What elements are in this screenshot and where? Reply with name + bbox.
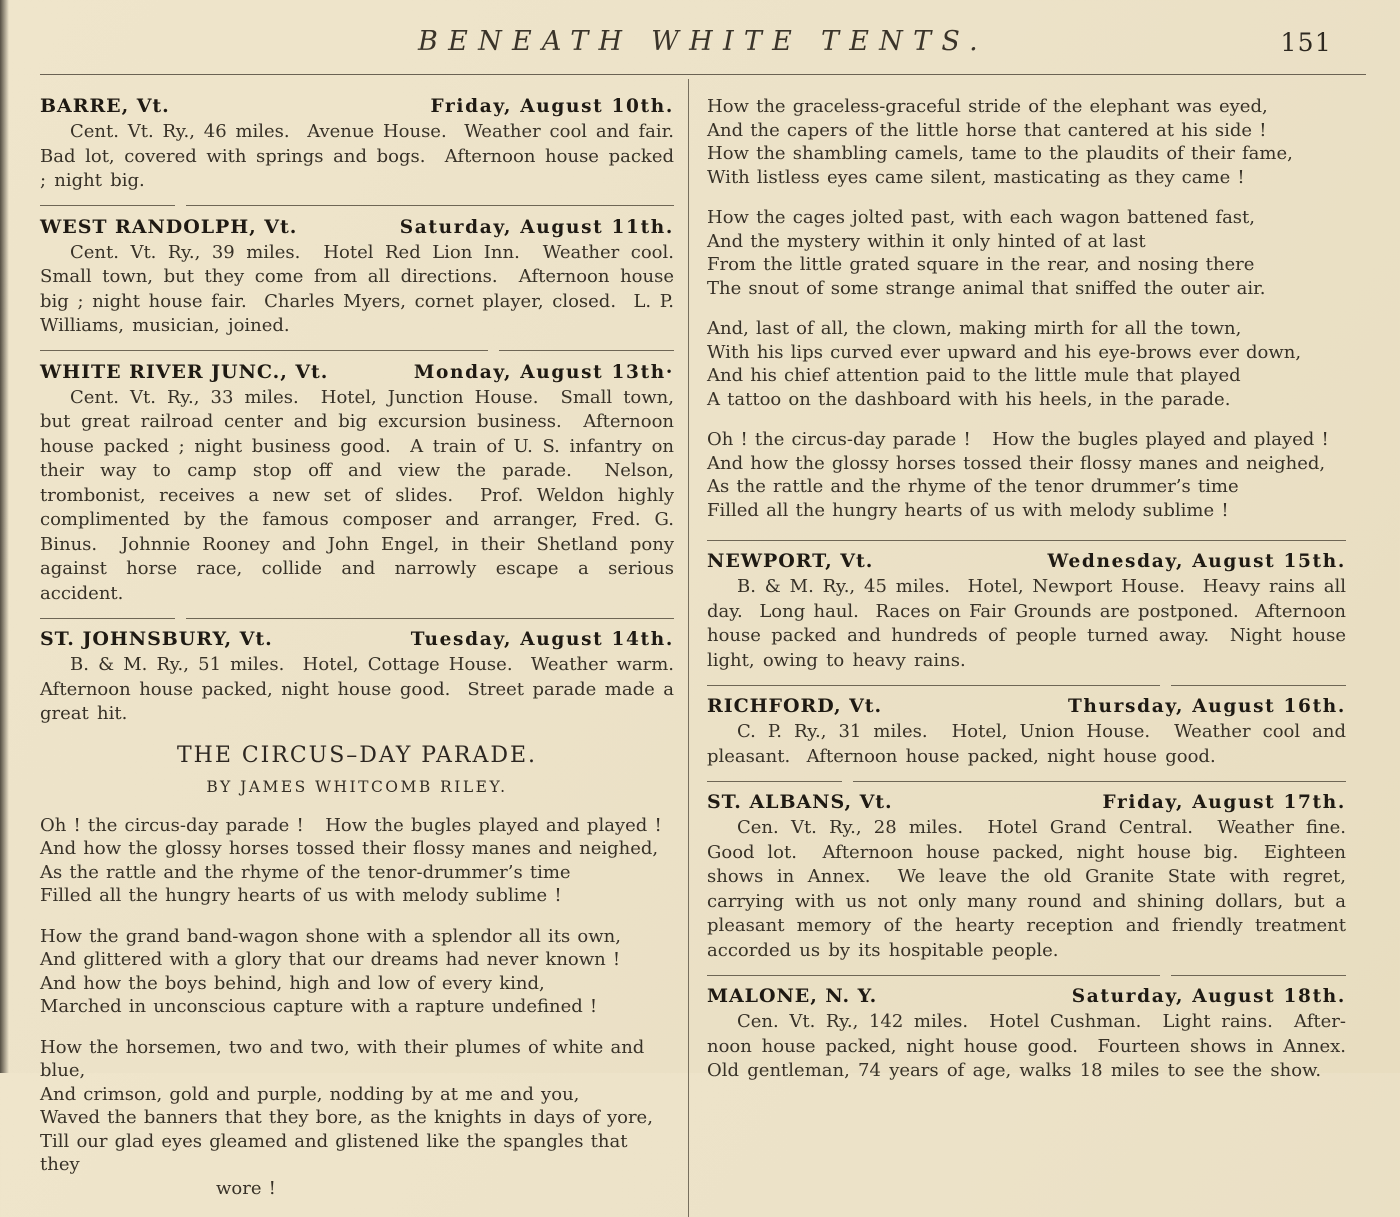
poem-line: Oh ! the circus-day parade ! How the bugles played and played ! xyxy=(707,429,1329,450)
poem-line: And, last of all, the clown, making mirth for all the town, xyxy=(707,318,1242,339)
poem-line: And the capers of the little horse that cantered at his side ! xyxy=(707,119,1267,141)
entry-body: Cent. Vt. Ry., 39 miles. Hotel Red Lion Inn. Weather cool. Small town, but they come from all directions. Afternoon house big ; night house fair. Charles Myers, cornet player, closed. L. P. Williams, musician, joined. xyxy=(40,241,691,336)
poem-stanza xyxy=(40,925,674,1019)
poem-line: And glittered with a glory that our dreams had never known ! xyxy=(40,949,621,970)
poem-line: And how the boys behind, high and low of every kind, xyxy=(40,972,545,994)
show-entry-west-randolph xyxy=(40,215,691,339)
entry-body: Cent. Vt. Ry., 33 miles. Hotel, Junction House. Small town, but great railroad center and big excursion business. Afternoon house packed ; night business good. A train of U. S. infantry on their way to camp stop off and view the parade. Nelson, trombonist, receives a new set of slides. Prof. Weldon highly complimented by the famous composer and arranger, Fred. G. Binus. Johnnie Rooney and John Engel, in their Shetland pony against horse race, collide and narrowly escape a serious accident. xyxy=(40,386,683,604)
entry-head xyxy=(40,95,674,117)
poem-line: With his lips curved ever upward and his eye-brows ever down, xyxy=(707,341,1302,363)
poem-stanza xyxy=(40,814,674,908)
poem-stanza xyxy=(40,1036,674,1201)
poem-line: How the graceless-graceful stride of the elephant was eyed, xyxy=(707,96,1268,117)
entry-city: RICHFORD, Vt. xyxy=(707,695,883,717)
poem-line: How the cages jolted past, with each wagon battened fast, xyxy=(707,207,1255,228)
poem-line: As the rattle and the rhyme of the tenor-drummer’s time xyxy=(40,861,571,883)
entry-head xyxy=(707,791,1346,813)
show-entry-malone xyxy=(707,985,1363,1084)
entry-city: BARRE, Vt. xyxy=(40,95,170,117)
entry-city: WEST RANDOLPH, Vt. xyxy=(40,215,298,238)
entry-body: Cen. Vt. Ry., 28 miles. Hotel Grand Central. Weather fine. Good lot. Afternoon house packed, night house big. Eighteen shows in Annex. We leave the old Granite State with regret, carrying with us not only many round and shining dollars, but a pleasant memory of the hearty reception and friendly treatment accorded us by its hospitable people. xyxy=(707,817,1363,961)
entry-body: Cent. Vt. Ry., 46 miles. Avenue House. Weather cool and fair. Bad lot, covered with springs and bogs. Afternoon house packed ; night big. xyxy=(40,121,691,191)
entry-date: Saturday, August 18th. xyxy=(1071,986,1346,1007)
entry-date: Thursday, August 16th. xyxy=(1067,696,1346,717)
section-divider xyxy=(707,974,1346,976)
poem-line: And the mystery within it only hinted of at last xyxy=(707,230,1146,252)
entry-head xyxy=(40,361,674,383)
right-column xyxy=(688,79,1368,1217)
poem-line: Oh ! the circus-day parade ! How the bugles played and played ! xyxy=(40,814,662,836)
entry-head xyxy=(707,985,1346,1007)
poem-line: And crimson, gold and purple, nodding by at me and you, xyxy=(40,1083,580,1105)
poem-stanza xyxy=(707,428,1346,522)
show-entry-barre xyxy=(40,95,691,194)
poem-line: With listless eyes came silent, masticating as they came ! xyxy=(707,166,1245,188)
section-divider xyxy=(40,350,674,352)
left-column xyxy=(38,79,691,1217)
entry-city: ST. JOHNSBURY, Vt. xyxy=(40,628,273,650)
poem-stanza xyxy=(707,317,1346,411)
poem-line: Filled all the hungry hearts of us with melody sublime ! xyxy=(40,885,562,906)
entry-head xyxy=(707,550,1346,572)
show-entry-richford xyxy=(707,695,1355,769)
poem-byline: BY JAMES WHITCOMB RILEY. xyxy=(206,777,508,796)
poem-line: And how the glossy horses tossed their flossy manes and neighed, xyxy=(707,452,1326,474)
poem-stanza xyxy=(707,206,1346,300)
entry-date: Wednesday, August 15th. xyxy=(1047,551,1346,572)
entry-city: ST. ALBANS, Vt. xyxy=(707,791,893,813)
page-title: BENEATH WHITE TENTS. xyxy=(418,26,988,57)
entry-body: B. & M. Ry., 45 miles. Hotel, Newport House. Heavy rains all day. Long haul. Races on Fair Grounds are postponed. Afternoon house packed and hundreds of people turned away. Night house light, owing to heavy rains. xyxy=(707,576,1355,671)
show-entry-st-johnsbury xyxy=(40,628,691,727)
poem-line: Filled all the hungry hearts of us with melody sublime ! xyxy=(707,499,1229,521)
entry-body: C. P. Ry., 31 miles. Hotel, Union House. Weather cool and pleasant. Afternoon house packed, night house good. xyxy=(707,721,1355,767)
section-divider xyxy=(40,205,674,207)
page-header xyxy=(38,18,1368,70)
poem-title: THE CIRCUS–DAY PARADE. xyxy=(177,742,537,768)
poem-line: And how the glossy horses tossed their flossy manes and neighed, xyxy=(40,838,659,859)
show-entry-white-river-junc xyxy=(40,360,683,607)
poem-line: Marched in unconscious capture with a rapture undefined ! xyxy=(40,996,598,1017)
page-number: 151 xyxy=(1280,28,1332,57)
entry-head xyxy=(40,628,674,650)
entry-city: NEWPORT, Vt. xyxy=(707,550,874,572)
poem-line: The snout of some strange animal that sniffed the outer air. xyxy=(707,277,1266,299)
poem-line: A tattoo on the dashboard with his heels, in the parade. xyxy=(707,388,1231,410)
poem-line: wore ! xyxy=(216,1177,276,1199)
poem-line: How the shambling camels, tame to the plaudits of their fame, xyxy=(707,143,1293,164)
entry-head xyxy=(40,216,674,238)
entry-body: B. & M. Ry., 51 miles. Hotel, Cottage House. Weather warm. Afternoon house packed, night house good. Street parade made a great hit. xyxy=(40,654,691,724)
poem-line: From the little grated square in the rear, and nosing there xyxy=(707,254,1255,275)
section-divider xyxy=(707,780,1346,782)
poem-line: As the rattle and the rhyme of the tenor drummer’s time xyxy=(707,476,1239,497)
entry-body: Cen. Vt. Ry., 142 miles. Hotel Cushman. Light rains. Afternoon house packed, night house good. Fourteen shows in Annex. Old gentleman, 74 years of age, walks 18 miles to see the show. xyxy=(707,1011,1363,1081)
entry-date: Friday, August 10th. xyxy=(430,96,674,117)
section-divider xyxy=(707,539,1346,541)
poem-line: How the horsemen, two and two, with their plumes of white and blue, xyxy=(40,1036,652,1081)
section-divider xyxy=(40,617,674,619)
entry-head xyxy=(707,695,1346,717)
entry-date: Monday, August 13th· xyxy=(413,361,674,383)
show-entry-newport xyxy=(707,550,1355,673)
entry-date: Saturday, August 11th. xyxy=(399,216,674,238)
poem-line: Till our glad eyes gleamed and glistened like the spangles that they xyxy=(40,1130,635,1175)
poem-line: And his chief attention paid to the little mule that played xyxy=(707,365,1241,386)
show-entry-st-albans xyxy=(707,791,1363,963)
poem-line: How the grand band-wagon shone with a splendor all its own, xyxy=(40,925,621,947)
section-divider xyxy=(707,684,1346,686)
poem-line: Waved the banners that they bore, as the knights in days of yore, xyxy=(40,1107,653,1128)
two-column-layout xyxy=(38,79,1368,1217)
entry-date: Tuesday, August 14th. xyxy=(410,629,674,650)
entry-city: MALONE, N. Y. xyxy=(707,985,878,1007)
header-rule xyxy=(40,74,1366,75)
entry-date: Friday, August 17th. xyxy=(1102,792,1346,813)
poem-stanza xyxy=(707,95,1346,189)
entry-city: WHITE RIVER JUNC., Vt. xyxy=(40,360,329,383)
